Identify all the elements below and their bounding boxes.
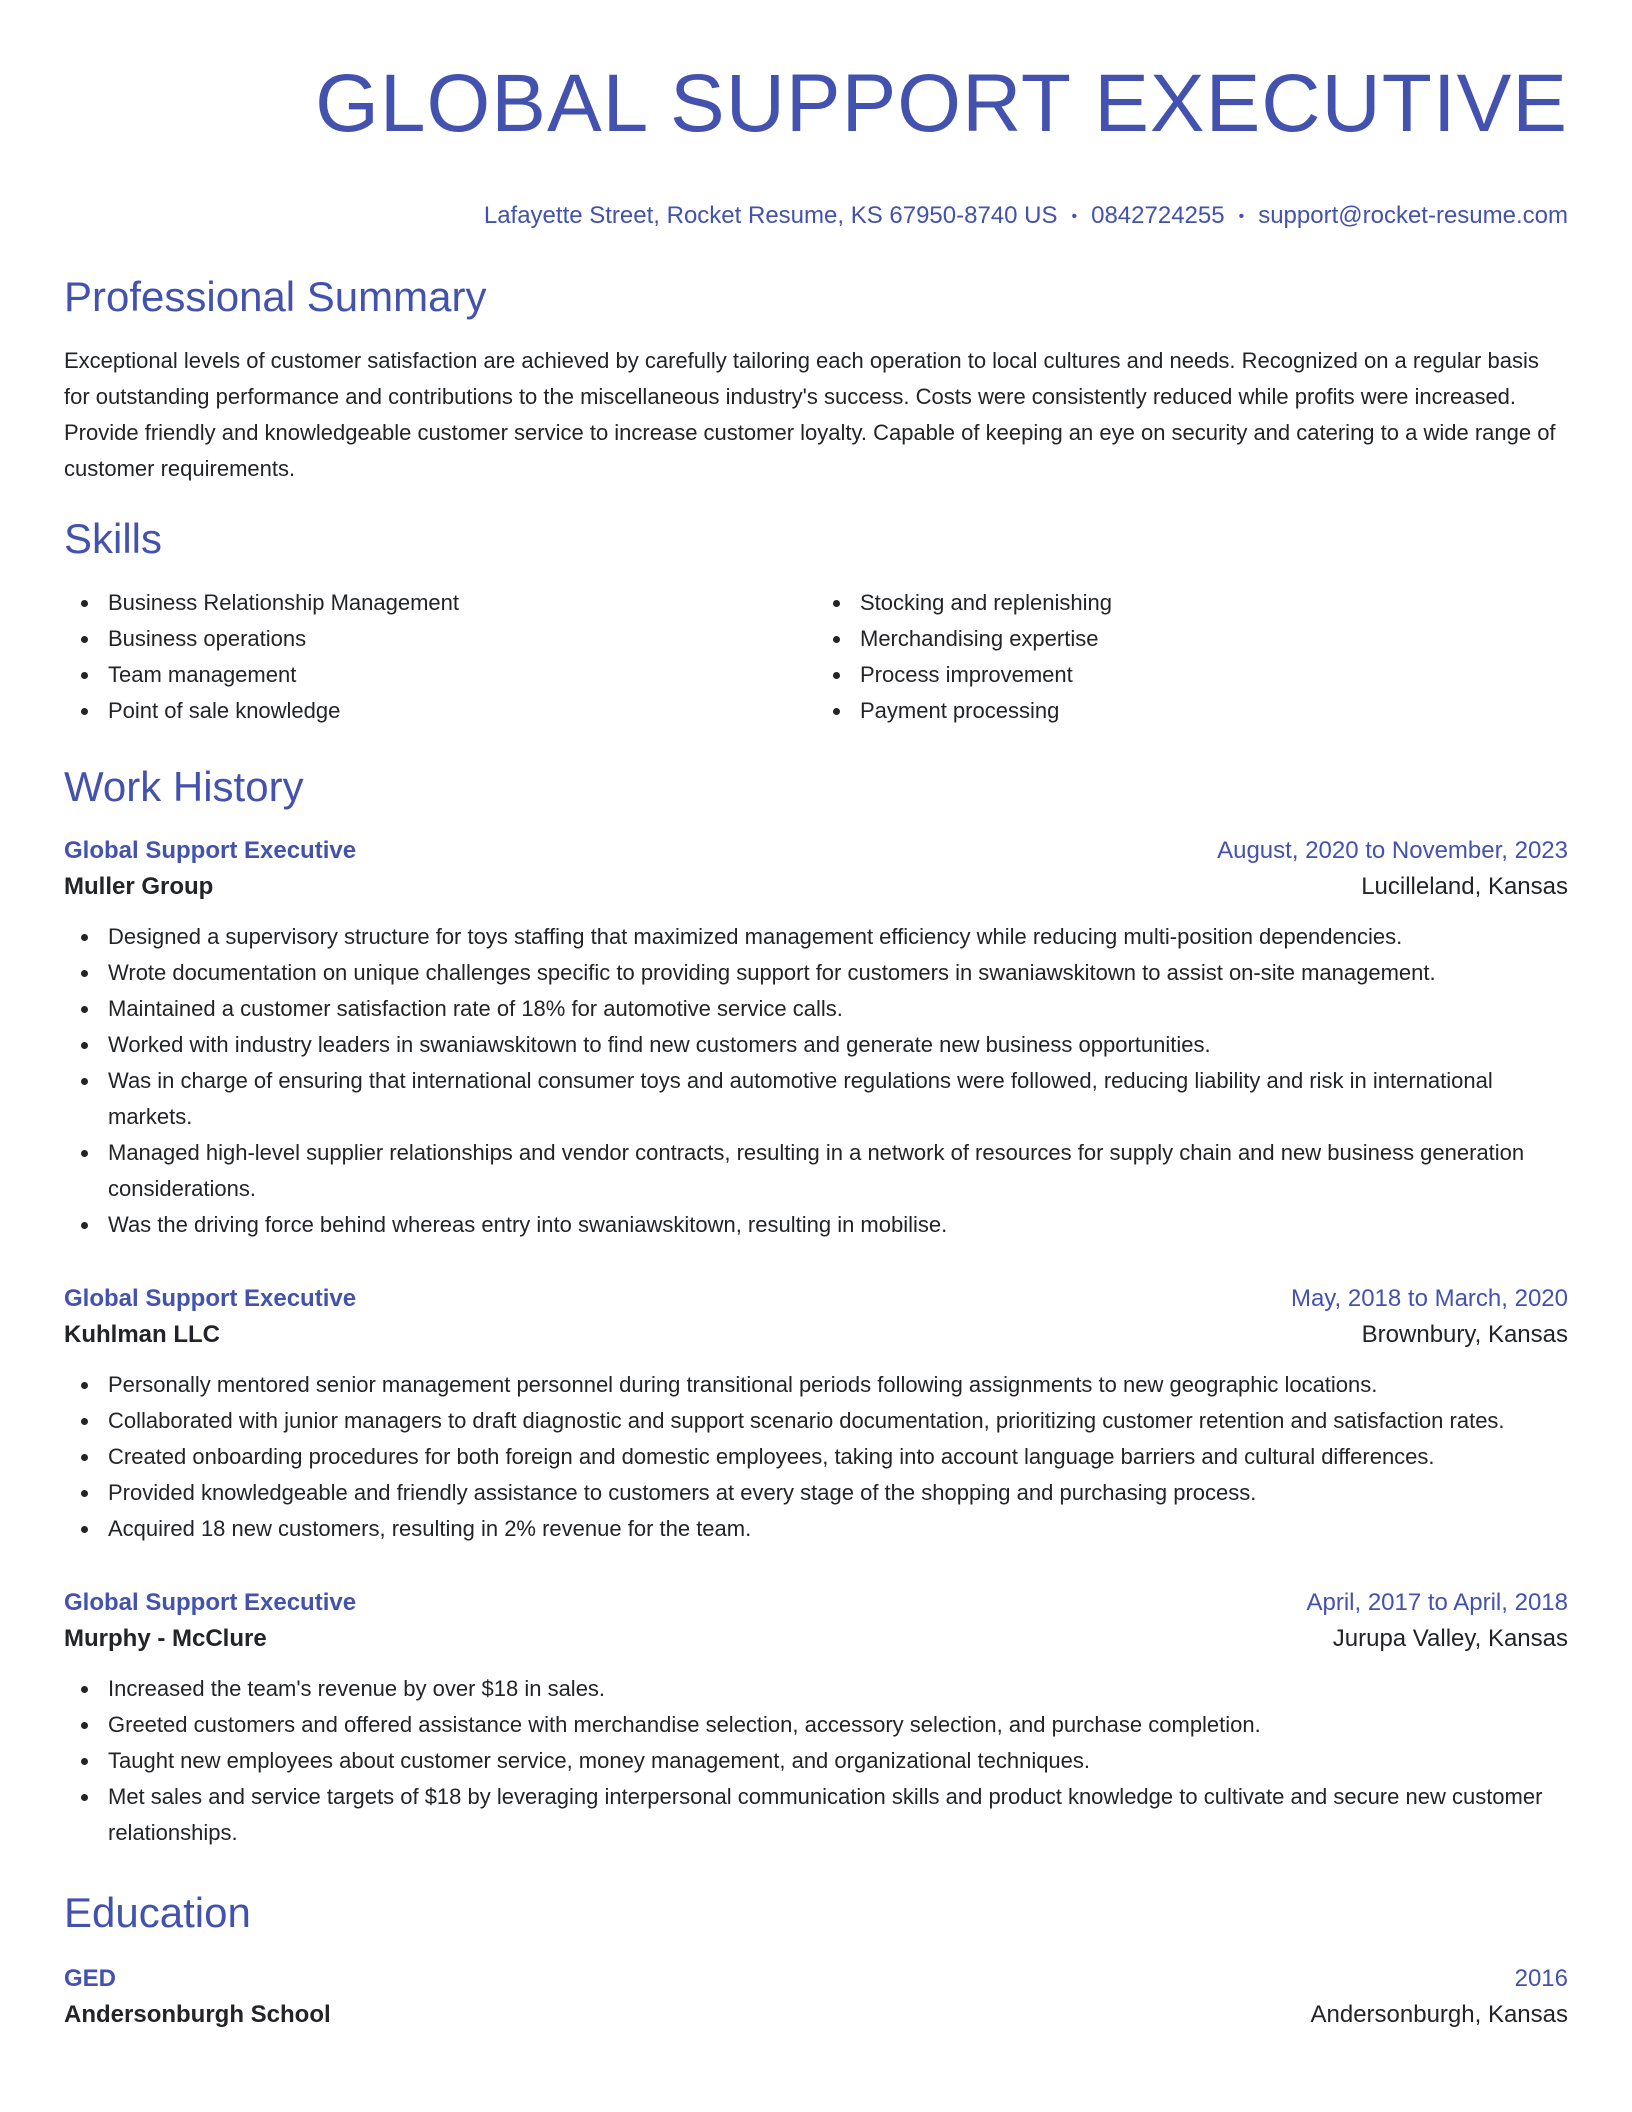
job-company-row (64, 867, 1568, 907)
contact-address: Lafayette Street, Rocket Resume, KS 67950-8740 US (483, 202, 1058, 229)
contact-line (64, 200, 1568, 233)
skill-item: Business Relationship Management (64, 585, 816, 621)
skills-column-right (816, 585, 1568, 729)
job-company: Kuhlman LLC (64, 1320, 220, 1348)
work-history-heading: Work History (64, 762, 304, 810)
contact-email[interactable]: support@rocket-resume.com (1258, 202, 1568, 229)
education-location: Andersonburgh, Kansas (1310, 2000, 1568, 2028)
job-location: Lucilleland, Kansas (1361, 872, 1568, 900)
contact-separator: • (1071, 207, 1078, 225)
education-school-row (64, 1995, 1568, 2035)
skill-item: Business operations (64, 621, 816, 657)
skill-item: Process improvement (816, 657, 1568, 693)
job-bullet: Worked with industry leaders in swaniawskitown to find new customers and generate new business opportunities. (64, 1027, 1568, 1063)
job-bullets (64, 1671, 1568, 1851)
job-company-row (64, 1315, 1568, 1355)
job-company-row (64, 1619, 1568, 1659)
job-entry (64, 835, 1568, 1243)
job-entry (64, 1283, 1568, 1547)
skill-item: Payment processing (816, 693, 1568, 729)
skill-item: Team management (64, 657, 816, 693)
job-title-row (64, 835, 1568, 867)
job-bullet: Was in charge of ensuring that international consumer toys and automotive regulations were followed, reducing liability and risk in international markets. (64, 1063, 1568, 1135)
job-bullet: Acquired 18 new customers, resulting in 2% revenue for the team. (64, 1511, 1568, 1547)
job-title: Global Support Executive (64, 1284, 357, 1312)
education-degree-row (64, 1963, 1568, 1995)
job-bullet: Met sales and service targets of $18 by leveraging interpersonal communication skills and product knowledge to cultivate and secure new customer relationships. (64, 1779, 1568, 1851)
candidate-name: GLOBAL SUPPORT EXECUTIVE (315, 58, 1568, 149)
education-degree: GED (64, 1964, 117, 1992)
contact-separator: • (1238, 207, 1245, 225)
job-bullet: Increased the team's revenue by over $18 in sales. (64, 1671, 1568, 1707)
job-bullets (64, 919, 1568, 1243)
job-bullet: Managed high-level supplier relationships and vendor contracts, resulting in a network of resources for supply chain and new business generation considerations. (64, 1135, 1568, 1207)
job-bullet: Greeted customers and offered assistance with merchandise selection, accessory selection, and purchase completion. (64, 1707, 1568, 1743)
job-bullet: Was the driving force behind whereas entry into swaniawskitown, resulting in mobilise. (64, 1207, 1568, 1243)
job-bullet: Designed a supervisory structure for toys staffing that maximized management efficiency while reducing multi-position dependencies. (64, 919, 1568, 955)
resume-header (64, 56, 1568, 233)
job-title: Global Support Executive (64, 1588, 357, 1616)
job-bullet: Collaborated with junior managers to draft diagnostic and support scenario documentation, prioritizing customer retention and satisfaction rates. (64, 1403, 1568, 1439)
job-title: Global Support Executive (64, 836, 357, 864)
job-dates: May, 2018 to March, 2020 (1290, 1284, 1568, 1312)
job-bullet: Maintained a customer satisfaction rate of 18% for automotive service calls. (64, 991, 1568, 1027)
summary-heading: Professional Summary (64, 272, 487, 320)
job-bullet: Personally mentored senior management personnel during transitional periods following assignments to new geographic locations. (64, 1367, 1568, 1403)
job-bullet: Wrote documentation on unique challenges specific to providing support for customers in swaniawskitown to assist on-site management. (64, 955, 1568, 991)
job-location: Brownbury, Kansas (1361, 1320, 1568, 1348)
job-entry (64, 1587, 1568, 1851)
job-bullet: Taught new employees about customer service, money management, and organizational techniques. (64, 1743, 1568, 1779)
summary-text: Exceptional levels of customer satisfaction are achieved by carefully tailoring each operation to local cultures and needs. Recognized on a regular basis for outstanding performance and contributions to the miscellaneous industry's success. Costs were consistently reduced while profits were increased. Provide friendly and knowledgeable customer service to increase customer loyalty. Capable of keeping an eye on security and catering to a wide range of customer requirements. (64, 347, 1556, 481)
summary-section (64, 271, 1568, 487)
education-heading: Education (64, 1888, 251, 1936)
job-bullets (64, 1367, 1568, 1547)
job-company: Muller Group (64, 872, 214, 900)
job-title-row (64, 1283, 1568, 1315)
skill-item: Stocking and replenishing (816, 585, 1568, 621)
job-bullet: Created onboarding procedures for both foreign and domestic employees, taking into account language barriers and cultural differences. (64, 1439, 1568, 1475)
job-bullet: Provided knowledgeable and friendly assistance to customers at every stage of the shopping and purchasing process. (64, 1475, 1568, 1511)
education-section (64, 1887, 1568, 2035)
job-company: Murphy - McClure (64, 1624, 267, 1652)
job-dates: April, 2017 to April, 2018 (1306, 1588, 1568, 1616)
job-title-row (64, 1587, 1568, 1619)
job-dates: August, 2020 to November, 2023 (1217, 836, 1568, 864)
education-school: Andersonburgh School (64, 2000, 331, 2028)
education-entry (64, 1963, 1568, 2035)
skills-grid (64, 585, 1568, 729)
education-year: 2016 (1514, 1964, 1568, 1992)
skills-section (64, 513, 1568, 729)
work-history-section (64, 761, 1568, 1851)
contact-phone: 0842724255 (1091, 202, 1225, 229)
skills-heading: Skills (64, 514, 163, 562)
skills-column-left (64, 585, 816, 729)
skill-item: Merchandising expertise (816, 621, 1568, 657)
skill-item: Point of sale knowledge (64, 693, 816, 729)
job-location: Jurupa Valley, Kansas (1332, 1624, 1568, 1652)
